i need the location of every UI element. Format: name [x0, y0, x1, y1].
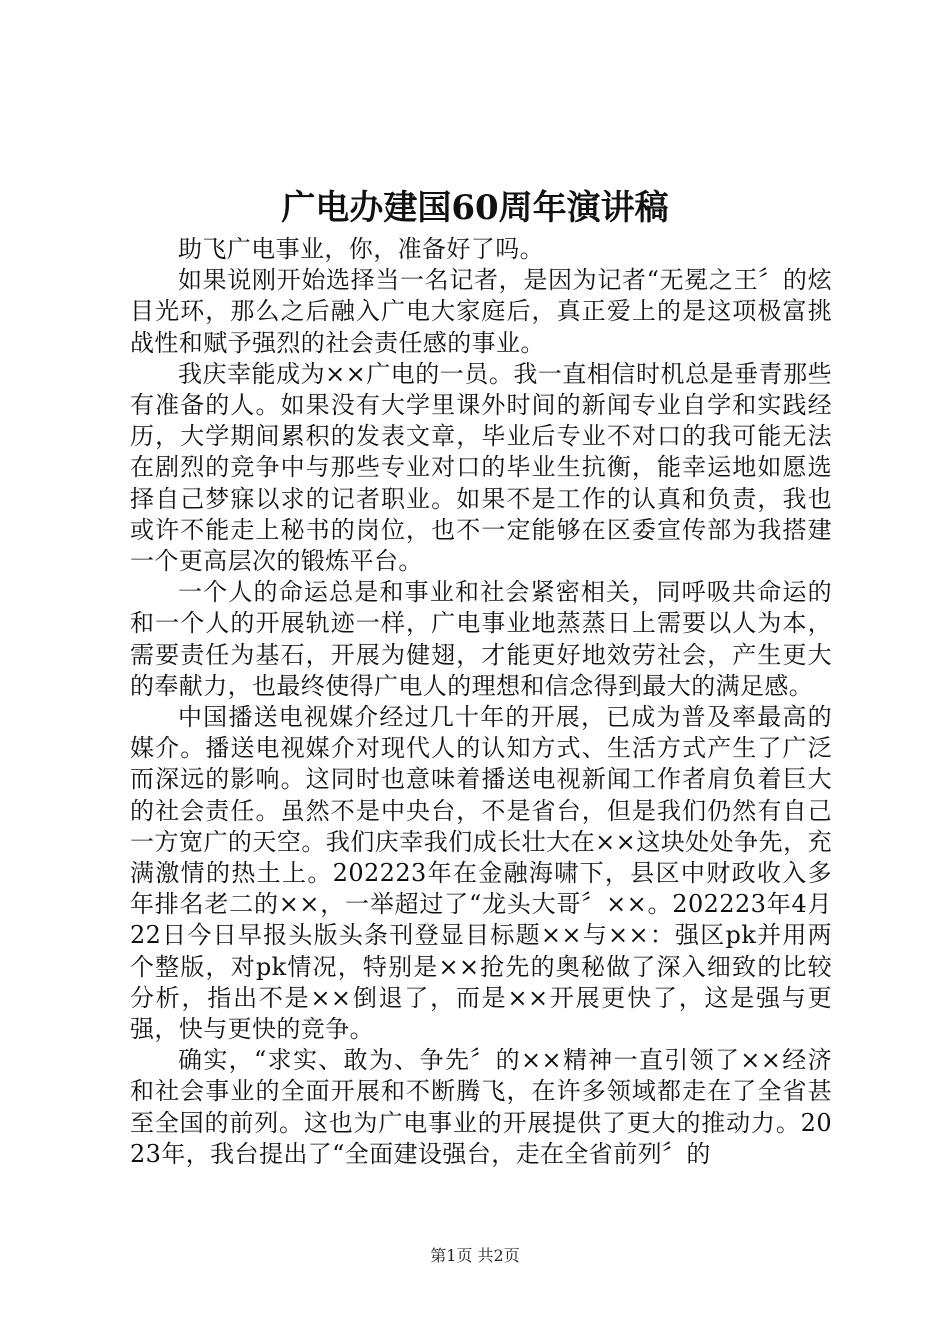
page-number-footer: 第1页 共2页	[430, 1246, 520, 1265]
paragraph: 一个人的命运总是和事业和社会紧密相关，同呼吸共命运的和一个人的开展轨迹一样，广电事业地蒸蒸日上需要以人为本，需要责任为基石，开展为健翅，才能更好地效劳社会，产生更大的奉献力，也最终使得广电人的理想和信念得到最大的满足感。	[130, 578, 832, 700]
document-title: 广电办建国60周年演讲稿	[281, 188, 669, 228]
paragraph: 助飞广电事业，你，准备好了吗。	[178, 235, 544, 263]
document-body	[130, 234, 832, 1170]
paragraph: 中国播送电视媒介经过几十年的开展，已成为普及率最高的媒介。播送电视媒介对现代人的认知方式、生活方式产生了广泛而深远的影响。这同时也意味着播送电视新闻工作者肩负着巨大的社会责任。虽然不是中央台，不是省台，但是我们仍然有自己一方宽广的天空。我们庆幸我们成长壮大在××这块处处争先，充满激情的热土上。202223年在金融海啸下，县区中财政收入多年排名老二的××，一举超过了“龙头大哥〞××。202223年4月22日今日早报头版头条刊登显目标题××与××：强区pk并用两个整版，对pk情况，特别是××抢先的奥秘做了深入细致的比较分析，指出不是××倒退了，而是××开展更快了，这是强与更强，快与更快的竞争。	[130, 703, 832, 1044]
paragraph: 我庆幸能成为××广电的一员。我一直相信时机总是垂青那些有准备的人。如果没有大学里课外时间的新闻专业自学和实践经历，大学期间累积的发表文章，毕业后专业不对口的我可能无法在剧烈的竞争中与那些专业对口的毕业生抗衡，能幸运地如愿选择自己梦寐以求的记者职业。如果不是工作的认真和负责，我也或许不能走上秘书的岗位，也不一定能够在区委宣传部为我搭建一个更高层次的锻炼平台。	[130, 359, 832, 576]
paragraph: 如果说刚开始选择当一名记者，是因为记者“无冕之王〞的炫目光环，那么之后融入广电大家庭后，真正爱上的是这项极富挑战性和赋予强烈的社会责任感的事业。	[130, 266, 832, 357]
paragraph: 确实，“求实、敢为、争先〞的××精神一直引领了××经济和社会事业的全面开展和不断腾飞，在许多领域都走在了全省甚至全国的前列。这也为广电事业的开展提供了更大的推动力。2023年，我台提出了“全面建设强台，走在全省前列〞的	[130, 1046, 832, 1168]
